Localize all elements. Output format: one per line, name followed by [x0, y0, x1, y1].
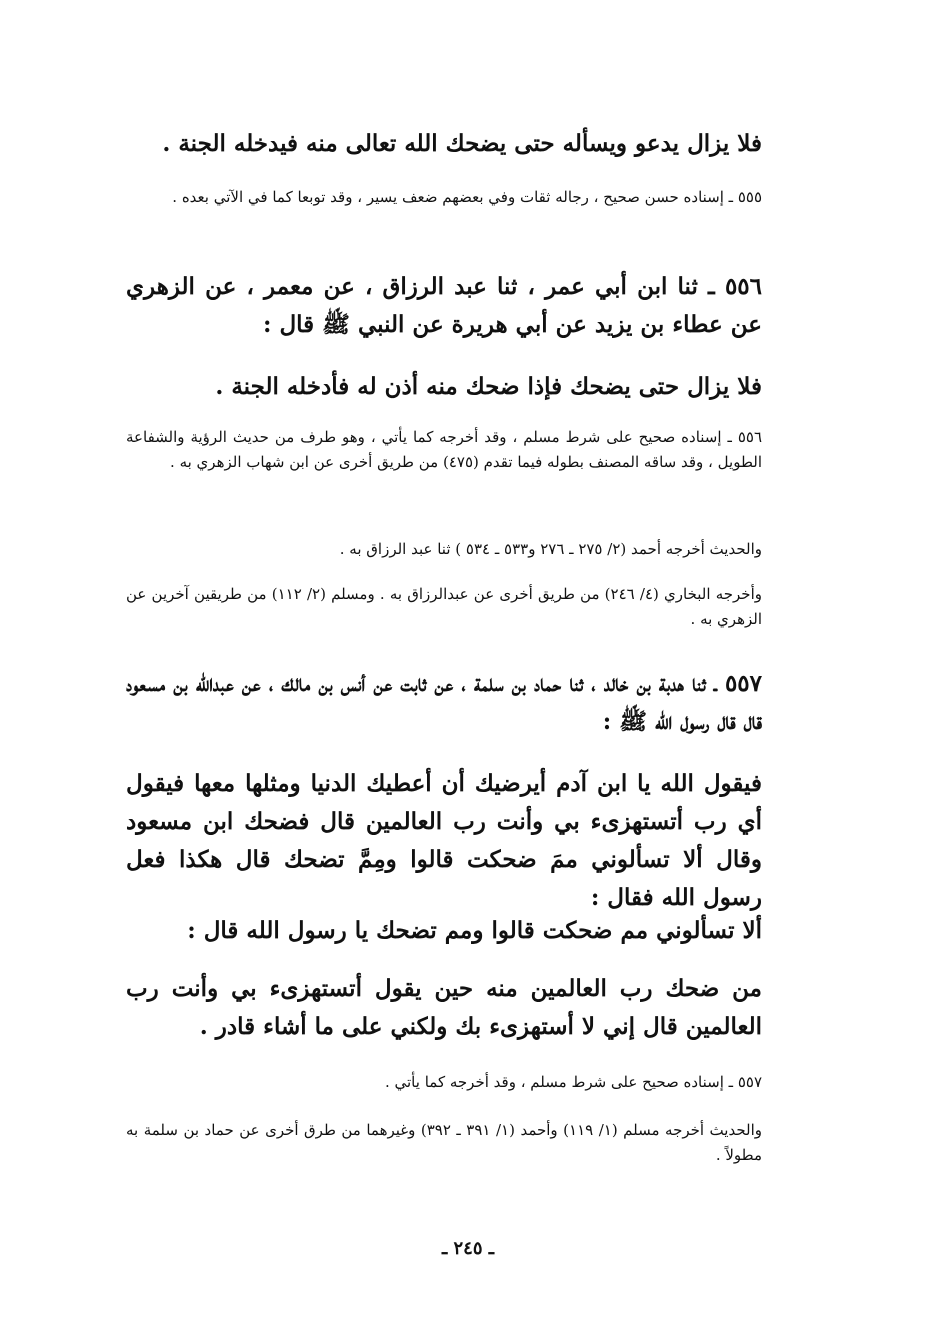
- hadith-557-header: ٥٥٧ ـ ثنا هدبة بن خالد ، ثنا حماد بن سلمة ، عن ثابت عن أنس بن مالك ، عن عبدالله بن مسعود قال قال رسول الله ﷺ :: [126, 670, 762, 735]
- hadith-557-text-b: ألا تسألوني مم ضحكت قالوا ومم تضحك يا رسول الله قال :: [187, 917, 762, 944]
- hadith-556-text: فلا يزال حتى يضحك فإذا ضحك منه أذن له فأدخله الجنة .: [215, 373, 762, 400]
- hadith-557-text-a: فيقول الله يا ابن آدم أيرضيك أن أعطيك الدنيا ومثلها معها فيقول أي رب أتستهزىء بي وأنت رب العالمين قال فضحك ابن مسعود وقال ألا تسألوني ممَ ضحكت قالوا ومِمَّ تضحك قال هكذا فعل رسول الله فقال :: [126, 770, 762, 911]
- footnote-557-a: ٥٥٧ ـ إسناده صحيح على شرط مسلم ، وقد أخرجه كما يأتي .: [384, 1073, 762, 1091]
- hadith-557-text-c: من ضحك رب العالمين منه حين يقول أتستهزىء بي وأنت رب العالمين قال إني لا أستهزىء بك ولكني على ما أشاء قادر .: [126, 975, 762, 1040]
- footnote-557-b: والحديث أخرجه مسلم (١/ ١١٩) وأحمد (١/ ٣٩١ ـ ٣٩٢) وغيرهما من طرق أخرى عن حماد بن سلمة به مطولاً .: [126, 1121, 763, 1164]
- page-number: ـ ٢٤٥ ـ: [441, 1238, 495, 1259]
- footnote-555: ٥٥٥ ـ إسناده حسن صحيح ، رجاله ثقات وفي بعضهم ضعف يسير ، وقد توبعا كما في الآتي بعده .: [172, 188, 762, 206]
- hadith-556-header: ٥٥٦ ـ ثنا ابن أبي عمر ، ثنا عبد الرزاق ، عن معمر ، عن الزهري عن عطاء بن يزيد عن أبي هريرة عن النبي ﷺ قال :: [126, 273, 762, 338]
- footnote-556-a: ٥٥٦ ـ إسناده صحيح على شرط مسلم ، وقد أخرجه كما يأتي ، وهو طرف من حديث الرؤية والشفاعة الطويل ، وقد ساقه المصنف بطوله فيما تقدم (٤٧٥) من طريق أخرى عن ابن شهاب الزهري به .: [126, 428, 762, 471]
- text-paragraph: فلا يزال يدعو ويسأله حتى يضحك الله تعالى منه فيدخله الجنة .: [162, 130, 762, 157]
- footnote-556-c: وأخرجه البخاري (٤/ ٢٤٦) من طريق أخرى عن عبدالرزاق به . ومسلم (٢/ ١١٢) من طريقين آخرين عن الزهري به .: [126, 585, 762, 628]
- footnote-556-b: والحديث أخرجه أحمد (٢/ ٢٧٥ ـ ٢٧٦ و٥٣٣ ـ ٥٣٤ ) ثنا عبد الرزاق به .: [339, 540, 762, 558]
